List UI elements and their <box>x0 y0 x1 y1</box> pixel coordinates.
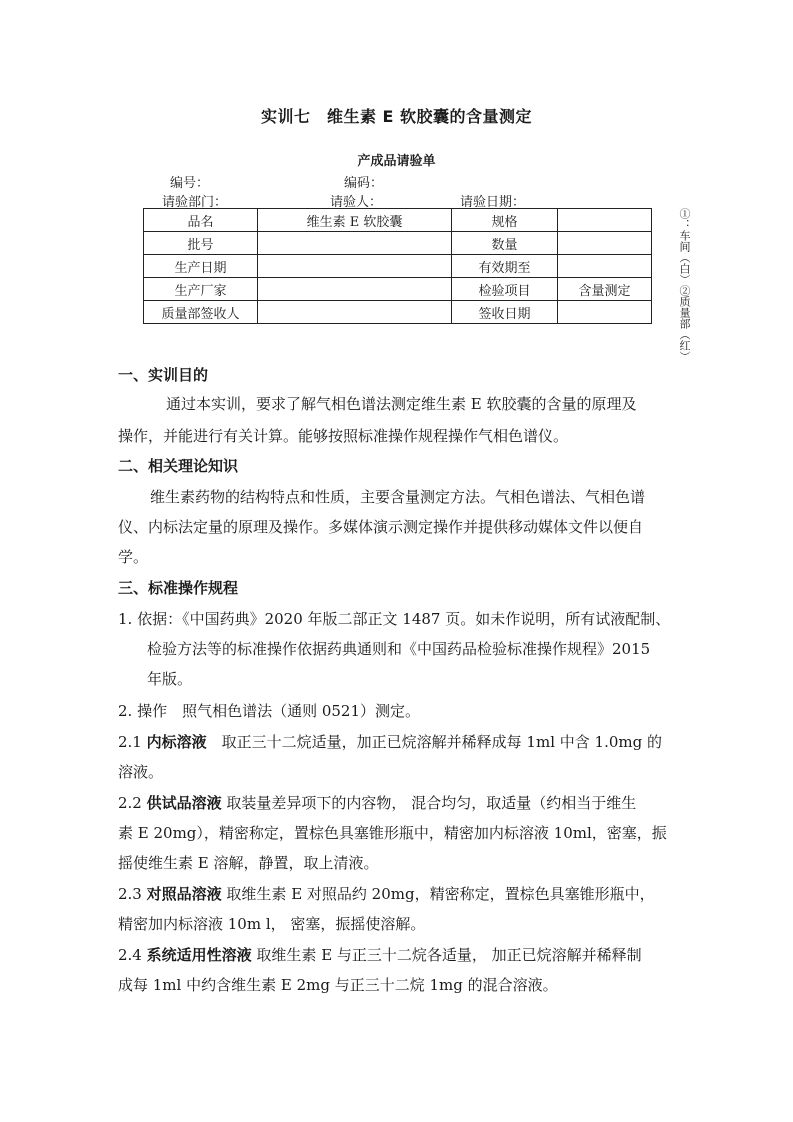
list-item-line <box>118 792 636 813</box>
paragraph-line: 操作，并能进行有关计算。能够按照标准操作规程操作气相色谱仪。 <box>118 427 569 445</box>
item-text: 取正三十二烷适量，加正已烷溶解并稀释成每 1ml 中含 1.0mg 的 <box>206 733 662 751</box>
table-cell <box>558 301 652 324</box>
table-cell: 数量 <box>452 232 558 255</box>
item-number: 2.4 <box>118 946 142 964</box>
list-item-line: 2. 操作 照气相色谱法（通则 0521）测定。 <box>118 702 421 720</box>
list-item-line <box>118 731 662 752</box>
section-heading: 一、实训目的 <box>118 366 209 384</box>
table-cell <box>258 255 452 278</box>
item-term: 供试品溶液 <box>146 794 222 812</box>
serial-label: 编号： <box>170 176 210 191</box>
item-number: 2.1 <box>118 733 142 751</box>
paragraph-line: 学。 <box>118 548 149 566</box>
table-cell <box>558 209 652 232</box>
item-text: 取维生素 E 与正三十二烷各适量， 加正已烷溶解并稀释制 <box>251 946 642 964</box>
item-text: 取装量差异项下的内容物， 混合均匀，取适量（约相当于维生 <box>221 794 637 812</box>
table-cell: 生产日期 <box>144 255 258 278</box>
requester-label: 请验人： <box>330 195 383 210</box>
section-heading: 三、标准操作规程 <box>118 579 239 597</box>
table-row <box>144 232 652 255</box>
list-item-line <box>118 944 642 965</box>
table-cell: 有效期至 <box>452 255 558 278</box>
list-item-line: 溶液。 <box>118 763 164 781</box>
table-cell <box>558 255 652 278</box>
table-cell: 检验项目 <box>452 278 558 301</box>
list-item-line: 摇使维生素 E 溶解，静置，取上清液。 <box>118 854 379 872</box>
table-row <box>144 301 652 324</box>
item-number: 2.3 <box>118 885 142 903</box>
list-item-line: 素 E 20mg），精密称定，置棕色具塞锥形瓶中，精密加内标溶液 10ml，密塞，振 <box>118 824 667 842</box>
item-number: 2.2 <box>118 794 142 812</box>
code-label: 编码： <box>344 176 384 191</box>
dept-label: 请验部门： <box>162 195 228 210</box>
date-label: 请验日期： <box>460 195 526 210</box>
table-cell: 质量部签收人 <box>144 301 258 324</box>
item-term: 系统适用性溶液 <box>146 946 252 964</box>
table-cell <box>258 301 452 324</box>
paragraph-line: 通过本实训，要求了解气相色谱法测定维生素 E 软胶囊的含量的原理及 <box>166 395 637 413</box>
copy-distribution-note: ①：车间（白）②质量部（红） <box>678 208 691 362</box>
paragraph-line: 仪、内标法定量的原理及操作。多媒体演示测定操作并提供移动媒体文件以便自 <box>118 518 644 536</box>
table-cell <box>258 278 452 301</box>
table-cell: 规格 <box>452 209 558 232</box>
list-item-line <box>118 883 655 904</box>
table-cell: 批号 <box>144 232 258 255</box>
section-heading: 二、相关理论知识 <box>118 457 239 475</box>
form-title: 产成品请验单 <box>357 154 436 169</box>
table-cell: 含量测定 <box>558 278 652 301</box>
table-cell: 维生素 E 软胶囊 <box>258 209 452 232</box>
table-cell: 品名 <box>144 209 258 232</box>
list-item-line: 检验方法等的标准操作依据药典通则和《中国药品检验标准操作规程》2015 <box>147 640 651 658</box>
list-item-line: 1. 依据：《中国药典》2020 年版二部正文 1487 页。如未作说明，所有试液配制、 <box>118 610 671 628</box>
item-term: 内标溶液 <box>146 733 207 751</box>
document-title: 实训七 维生素 E 软胶囊的含量测定 <box>260 107 533 126</box>
list-item-line: 年版。 <box>147 670 193 688</box>
table-cell <box>258 232 452 255</box>
table-cell <box>558 232 652 255</box>
table-cell: 生产厂家 <box>144 278 258 301</box>
item-term: 对照品溶液 <box>146 885 222 903</box>
list-item-line: 精密加内标溶液 10m l， 密塞，振摇使溶解。 <box>118 915 426 933</box>
table-row <box>144 255 652 278</box>
table-row <box>144 278 652 301</box>
list-item-line: 成每 1ml 中约含维生素 E 2mg 与正三十二烷 1mg 的混合溶液。 <box>118 976 558 994</box>
table-cell: 签收日期 <box>452 301 558 324</box>
table-row <box>144 209 652 232</box>
paragraph-line: 维生素药物的结构特点和性质，主要含量测定方法。气相色谱法、气相色谱 <box>150 488 646 506</box>
item-text: 取维生素 E 对照品约 20mg，精密称定，置棕色具塞锥形瓶中， <box>221 885 655 903</box>
inspection-request-table <box>143 208 652 324</box>
